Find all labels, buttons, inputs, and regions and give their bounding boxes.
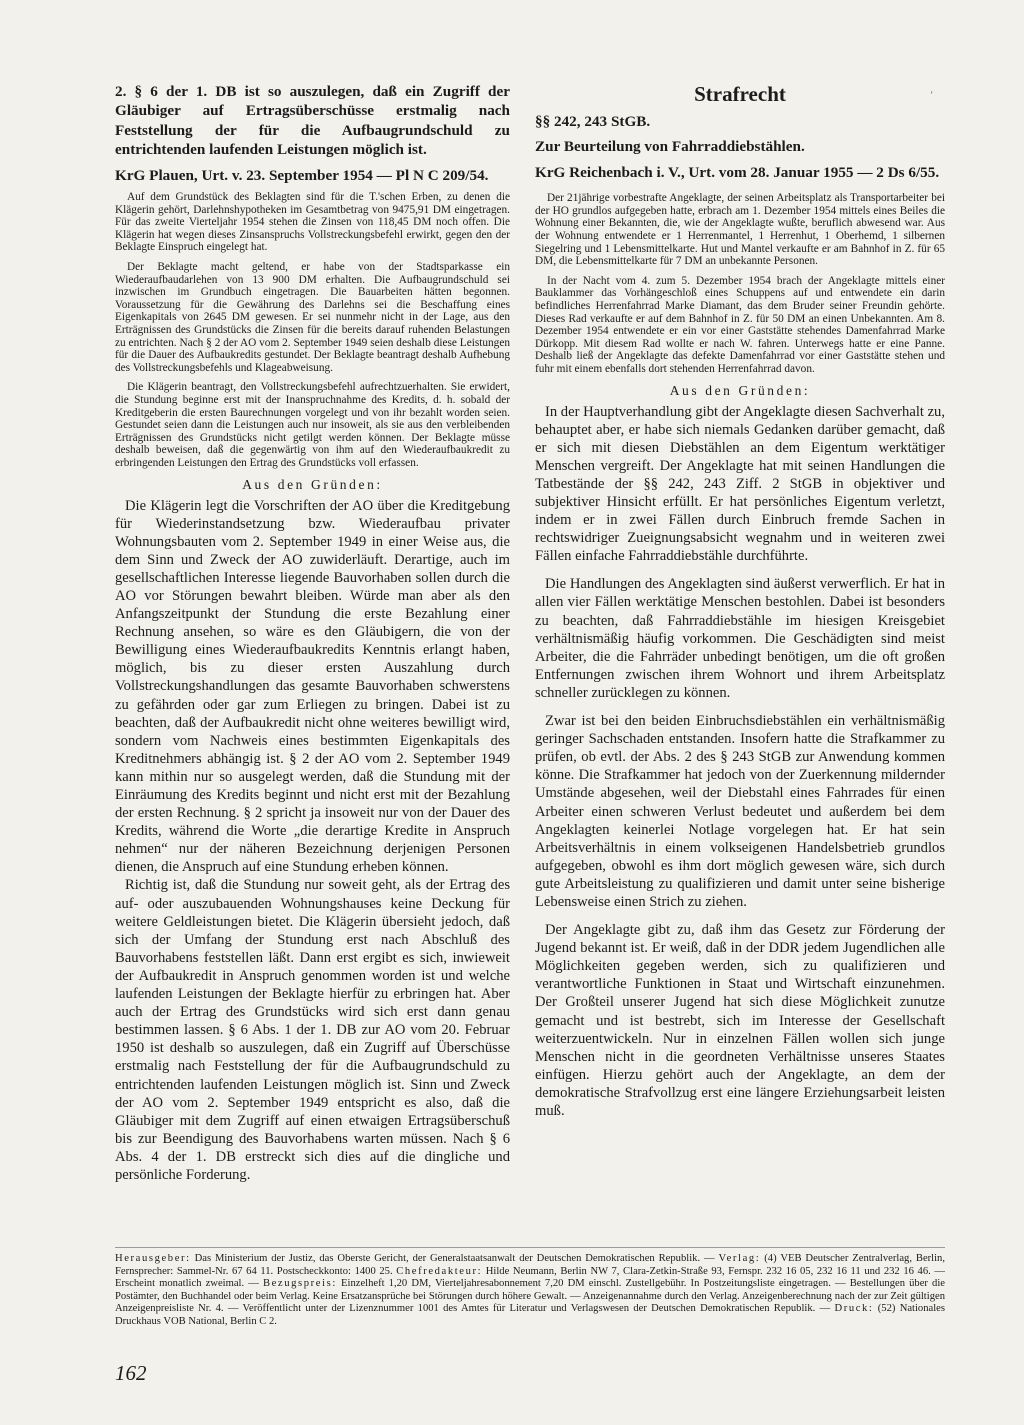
right-column: [535, 82, 945, 1120]
imprint-label-editor: Chefredakteur:: [396, 1265, 483, 1277]
left-column: [115, 82, 510, 1184]
imprint-label-print: Druck:: [834, 1303, 874, 1314]
page-number: 162: [115, 1361, 147, 1385]
imprint-footer: [115, 1247, 945, 1328]
left-reasons-heading: Aus den Gründen:: [242, 476, 383, 492]
reasons-paragraph: Der Angeklagte gibt zu, daß ihm das Gesetz zur Förderung der Jugend bekannt ist. Er weiß, daß in der DDR jedem Jugendlichen alle Möglichkeiten gegeben werden, sich zu qualifizieren und verantwortliche Funktionen in Staat und Wirtschaft einzunehmen. Der Großteil unserer Jugend hat sich diese Möglichkeit zunutze gemacht und ist bestrebt, sich im Interesse der Gesellschaft weiterzuentwickeln. Nur in einzelnen Fällen wollen sich junge Menschen nicht in die geordneten Verhältnisse unseres Staates einfügen. Hierzu gehört auch der Angeklagte, an dem der demokratische Strafvollzug erst eine längere Erziehungsarbeit leisten muß.: [535, 922, 945, 1119]
facts-paragraph: Auf dem Grundstück des Beklagten sind für die T.'schen Erben, zu denen die Klägerin gehört, Darlehnshypotheken im Gesamtbetrag von 9475,91 DM eingetragen. Für das zweite Vierteljahr 1954 stehen die Zinsen von 118,45 DM noch offen. Die Klägerin hat wegen dieses Zinsanspruchs Vollstreckungsbefehl erwirkt, gegen den der Beklagte Einspruch eingelegt hat.: [115, 191, 510, 254]
facts-paragraph: Der Beklagte macht geltend, er habe von der Stadtsparkasse ein Wiederaufbaudarlehen von 13 900 DM erhalten. Die Aufbaugrundschuld sei inzwischen im Grundbuch eingetragen. Die Bauarbeiten hätten begonnen. Voraussetzung für die Gewährung des Darlehns sei die Beschaffung eines Eigenkapitals von 2645 DM gewesen. Er sei nunmehr nicht in der Lage, aus den Erträgnissen des Grundstücks die Zinsen für die bereits darauf ruhenden Belastungen zu entrichten. Nach § 2 der AO vom 2. September 1949 seien deshalb diese Leistungen für die Dauer des Aufbaukredits gestundet. Der Beklagte beantragt deshalb Aufhebung des Vollstreckungsbefehls und Klageabweisung.: [115, 261, 510, 374]
imprint-label-price: Bezugspreis:: [262, 1278, 337, 1289]
left-headnote: 2. § 6 der 1. DB ist so auszulegen, daß ein Zugriff der Gläubiger auf Ertragsüberschüsse erstmalig nach Feststellung der für die Aufbaugrundschuld zu entrichtenden laufenden Leistungen möglich ist.: [115, 83, 510, 159]
imprint-price: Einzelheft 1,20 DM, Vierteljahresabonnement 7,20 DM einschl. Zustellgebühr. In Postzeitungsliste eingetragen. — Bestellungen über die Postämter, den Buchhandel oder beim Verlag. Keine Ersatzansprüche bei Störungen durch höhere Gewalt. — Anzeigenannahme durch den Verlag. Anzeigenberechnung nach der zur Zeit gültigen Anzeigenpreisliste Nr. 4. — Veröffentlicht unter der Lizenznummer 1001 des Amtes für Literatur und Verlagswesen der Deutschen Demokratischen Republik. —: [115, 1278, 945, 1314]
right-reasons-heading: Aus den Gründen:: [669, 382, 811, 398]
right-facts: [535, 192, 945, 375]
left-citation: KrG Plauen, Urt. v. 23. September 1954 — Pl N C 209/54.: [115, 166, 489, 184]
margin-mark: ‘: [930, 90, 934, 101]
reasons-paragraph: Die Handlungen des Angeklagten sind äußerst verwerflich. Er hat in allen vier Fällen werktätige Menschen bestohlen. Dabei ist besonders zu beachten, daß Fahrraddiebstähle im hiesigen Kreisgebiet verhältnismäßig häufig vorkommen. Die Geschädigten sind meist Arbeiter, die die Fahrräder unbedingt benötigen, um die oft großen Entfernungen zwischen ihrem Wohnort und ihrem Arbeitsplatz schneller zurücklegen zu können.: [535, 576, 945, 701]
section-title: Strafrecht: [694, 82, 786, 106]
imprint-verlag: (4) VEB Deutscher Zentralverlag, Berlin, Fernsprecher: Sammel-Nr. 67 64 11. Postscheckkonto: 1400 25.: [115, 1253, 946, 1277]
imprint-label-verlag: Verlag:: [718, 1253, 761, 1264]
right-reasons: [535, 403, 945, 1121]
imprint-editor: Hilde Neumann, Berlin NW 7, Clara-Zetkin-Straße 93, Fernspr. 232 16 05, 232 16 11 und 232 16 46. — Erscheint monatlich zweimal. —: [115, 1265, 945, 1289]
imprint-publisher: Das Ministerium der Justiz, das Oberste Gericht, der Generalstaatsanwalt der Deutschen Demokratischen Republik. —: [194, 1253, 715, 1264]
paragraphs-reference: §§ 242, 243 StGB.: [535, 113, 651, 130]
reasons-paragraph: Die Klägerin legt die Vorschriften der AO über die Kreditgebung für Wiederinstandsetzung bzw. Wiederaufbau privater Wohnungsbauten vom 2. September 1949 in einer Weise aus, die dem Sinn und Zweck der AO zuwiderläuft. Derartige, auch im gesellschaftlichen Interesse liegende Bauvorhaben sollen durch die AO vor Störungen bewahrt bleiben. Würde man aber als den Anfangszeitpunkt der Stundung die erste Bezahlung einer Rechnung ansehen, so wäre es den Gläubigern, die von der Bewilligung eines Wiederaufbaukredits Kenntnis erlangt haben, möglich, bis zu dieser ersten Auszahlung durch Vollstreckungshandlungen das gesamte Bauvorhaben schwerstens zu gefährden oder gar zum Erliegen zu bringen. Dabei ist zu beachten, daß der Aufbaukredit nicht ohne weiteres bewilligt wird, sondern vom Nachweis eines bestimmten Eigenkapitals des Kreditnehmers abhängig ist. § 2 der AO vom 2. September 1949 kann mithin nur so ausgelegt werden, daß die Stundung mit der Einräumung des Kredits beginnt und nicht erst mit der Bezahlung der ersten Rechnung. § 2 spricht ja insoweit nur von der Dauer des Kredits, während die Worte „die derartige Kredite in Anspruch nehmen“ nur der näheren Bezeichnung derjenigen Personen dienen, die Anspruch auf eine Stundung erheben können.: [115, 497, 510, 876]
reasons-paragraph: Zwar ist bei den beiden Einbruchsdiebstählen ein verhältnismäßig geringer Sachschaden entstanden. Insofern hatte die Strafkammer zu prüfen, ob evtl. der Abs. 2 des § 243 StGB zur Anwendung kommen könne. Die Strafkammer hat jedoch von der Zuerkennung mildernder Umstände abgesehen, weil der Diebstahl eines Fahrrades für einen Arbeiter einen schweren Verlust bedeutet und außerdem bei dem Angeklagten keinerlei Notlage vorgelegen hat. Er hat sein Arbeitsverhältnis in einem volkseigenen Handelsbetrieb grundlos aufgegeben, obwohl es ihm dort möglich gewesen wäre, sich durch gute Arbeitsleistung zu qualifizieren und damit unter seine bisherige Lebensweise einen Strich zu ziehen.: [535, 713, 945, 910]
facts-paragraph: In der Nacht vom 4. zum 5. Dezember 1954 brach der Angeklagte mittels einer Bauklammer das Vorhängeschloß eines Schuppens auf und entwendete ein darin befindliches Herrenfahrrad Marke Diamant, das dem Bruder seiner Freundin gehörte. Dieses Rad verkaufte er auf dem Bahnhof in Z. für 50 DM an einen Unbekannten. Am 8. Dezember 1954 entwendete er ein vor einer Gaststätte stehendes Damenfahrrad Marke Dürkopp. Mit diesem Rad wollte er nach W. fahren. Unterwegs hatte er eine Panne. Deshalb ließ der Angeklagte das defekte Damenfahrrad vor einer Gaststätte stehen und fuhr mit einem ebenfalls dort stehenden Herrenfahrrad davon.: [535, 274, 945, 375]
facts-paragraph: Der 21jährige vorbestrafte Angeklagte, der seinen Arbeitsplatz als Transportarbeiter bei der HO grundlos aufgegeben hatte, erbrach am 1. Dezember 1954 mittels eines Beiles die Wohnung einer Bekannten, die, wie der Angeklagte wußte, beruflich abwesend war. Aus der Wohnung entwendete er 1 Herrenmantel, 1 Herrenhut, 1 Oberhemd, 1 silbernen Siegelring und 1 Lebensmittelkarte. Hut und Mantel verkaufte er am Bahnhof in Z. für 65 DM, die Lebensmittelkarte für 7 DM an unbekannte Personen.: [535, 192, 945, 268]
right-headnote: Zur Beurteilung von Fahrraddiebstählen.: [535, 138, 805, 156]
left-facts: [115, 191, 510, 469]
left-reasons: [115, 497, 510, 1185]
imprint-label-publisher: Herausgeber:: [115, 1253, 191, 1264]
right-citation: KrG Reichenbach i. V., Urt. vom 28. Januar 1955 — 2 Ds 6/55.: [535, 163, 940, 181]
facts-paragraph: Die Klägerin beantragt, den Vollstreckungsbefehl aufrechtzuerhalten. Sie erwidert, die Stundung beginne erst mit der Inanspruchnahme des Kredits, d. h. sobald der Kreditgeberin die ersten Baurechnungen vorgelegt und von ihr bezahlt worden seien. Gestundet seien dann die Leistungen auch nur insoweit, als sie aus den verbleibenden Erträgnissen des Grundstücks nicht getilgt werden können. Der Beklagte müsse deshalb beweisen, daß die gegenwärtig von ihm auf den Wiederaufbaukredit zu erbringenden Leistungen den Ertrag des Grundstücks voll erfassen.: [115, 381, 510, 469]
reasons-paragraph: In der Hauptverhandlung gibt der Angeklagte diesen Sachverhalt zu, behauptet aber, er habe sich niemals Gedanken darüber gemacht, daß er sich mit diesen Diebstählen an dem Eigentum werktätiger Menschen vergreift. Der Angeklagte hat mit seinen Handlungen die Tatbestände der §§ 242, 243 Ziff. 2 StGB in objektiver und subjektiver Hinsicht erfüllt. Er hat persönliches Eigentum verletzt, indem er in zwei Fällen durch Einbruch fremde Sachen in rechtswidriger Zueignungsabsicht wegnahm und in weiteren zwei Fällen einfache Fahrraddiebstähle durchführte.: [535, 403, 945, 565]
imprint-print: (52) Nationales Druckhaus VOB National, Berlin C 2.: [115, 1303, 945, 1327]
reasons-paragraph: Richtig ist, daß die Stundung nur soweit geht, als der Ertrag des auf- oder auszubauenden Wohnungshauses keine Deckung für weitere Geldleistungen bietet. Die Klägerin übersieht jedoch, daß sich der Umfang der Stundung erst nach Abschluß des Bauvorhabens feststellen läßt. Dann erst ergibt es sich, inwieweit der Aufbaukredit in Anspruch genommen worden ist und welche laufenden Leistungen der Beklagte hierfür zu erbringen hat. Aber auch der Ertrag des Grundstücks wird sich erst dann genau bestimmen lassen. § 6 Abs. 1 der 1. DB zur AO vom 20. Februar 1950 ist deshalb so auszulegen, daß ein Zugriff auf Überschüsse erstmalig nach Feststellung der für die Aufbaugrundschuld zu entrichtenden laufenden Leistungen möglich ist. Sinn und Zweck der AO vom 2. September 1949 entspricht es also, daß die Gläubiger mit dem Zugriff auf einen etwaigen Ertragsüberschuß bis zur Beendigung des Bauvorhabens warten müssen. Nach § 6 Abs. 4 der 1. DB erstreckt sich dies auf die dingliche und persönliche Forderung.: [115, 877, 510, 1183]
